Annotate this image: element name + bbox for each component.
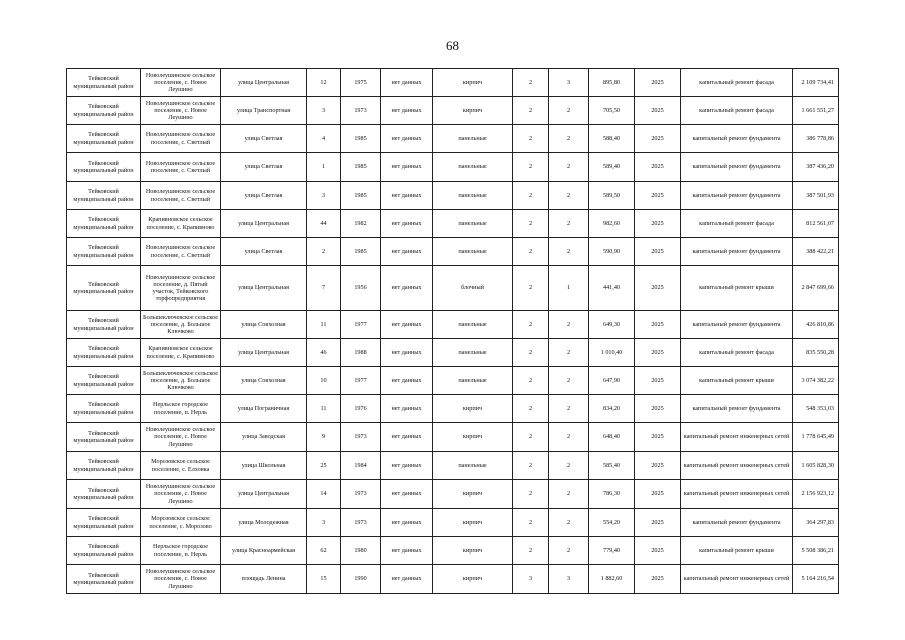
cell-street: улица Светлая [221,238,307,266]
cell-district: Тейковский муниципальный район [67,565,141,594]
cell-house: 3 [307,509,341,537]
cell-street: улица Красноармейская [221,537,307,565]
cell-plan-year: 2025 [635,480,681,509]
cell-street: улица Молодежная [221,509,307,537]
cell-status: нет данных [381,97,433,125]
cell-house: 14 [307,480,341,509]
cell-plan-year: 2025 [635,395,681,423]
cell-district: Тейковский муниципальный район [67,537,141,565]
table-row [67,69,839,97]
cell-district: Тейковский муниципальный район [67,210,141,238]
cell-area: 649,30 [589,311,635,339]
cell-material: панельные [433,339,513,367]
table-body [67,69,839,594]
cell-district: Тейковский муниципальный район [67,69,141,97]
cell-district: Тейковский муниципальный район [67,97,141,125]
cell-house: 9 [307,423,341,452]
cell-status: нет данных [381,537,433,565]
table-row [67,367,839,395]
cell-street: улица Заводская [221,423,307,452]
cell-street: улица Светлая [221,153,307,182]
page-number: 68 [446,38,459,53]
cell-area: 1 882,60 [589,565,635,594]
cell-settlement: Новолеушинское сельское поселение, с. Новое Леушино [141,69,221,97]
cell-work: капитальный ремонт фасада [681,97,793,125]
cell-cost: 812 561,07 [793,210,839,238]
cell-status: нет данных [381,210,433,238]
cell-entrances: 1 [549,266,589,311]
cell-floors: 2 [513,395,549,423]
cell-cost: 1 778 645,49 [793,423,839,452]
cell-entrances: 2 [549,452,589,480]
cell-house: 62 [307,537,341,565]
cell-district: Тейковский муниципальный район [67,339,141,367]
cell-year: 1985 [341,238,381,266]
cell-street: улица Совхозная [221,367,307,395]
cell-house: 1 [307,153,341,182]
cell-entrances: 2 [549,339,589,367]
cell-material: кирпич [433,480,513,509]
cell-district: Тейковский муниципальный район [67,238,141,266]
cell-settlement: Новолеушинское сельское поселение, с. Новое Леушино [141,480,221,509]
cell-material: панельные [433,452,513,480]
cell-floors: 2 [513,125,549,153]
cell-status: нет данных [381,339,433,367]
cell-settlement: Новолеушинское сельское поселение, с. Светлый [141,182,221,210]
cell-entrances: 2 [549,367,589,395]
cell-house: 11 [307,311,341,339]
cell-street: улица Центральная [221,339,307,367]
cell-status: нет данных [381,565,433,594]
cell-year: 1982 [341,210,381,238]
cell-year: 1985 [341,125,381,153]
cell-settlement: Новолеушинское сельское поселение, с. Новое Леушино [141,565,221,594]
cell-district: Тейковский муниципальный район [67,509,141,537]
table-row [67,311,839,339]
cell-settlement: Морозовское сельское поселение, с. Елховка [141,452,221,480]
cell-cost: 5 164 216,54 [793,565,839,594]
cell-settlement: Большеключевское сельское поселение, д. Большое Ключково [141,311,221,339]
cell-year: 1973 [341,97,381,125]
cell-plan-year: 2025 [635,339,681,367]
cell-settlement: Новолеушинское сельское поселение, с. Светлый [141,153,221,182]
table-row [67,97,839,125]
cell-year: 1976 [341,395,381,423]
cell-work: капитальный ремонт крыши [681,537,793,565]
cell-material: панельные [433,125,513,153]
cell-material: панельные [433,153,513,182]
cell-area: 834,20 [589,395,635,423]
cell-district: Тейковский муниципальный район [67,395,141,423]
cell-work: капитальный ремонт фасада [681,69,793,97]
table-row [67,125,839,153]
cell-material: панельные [433,367,513,395]
cell-district: Тейковский муниципальный район [67,480,141,509]
cell-plan-year: 2025 [635,537,681,565]
cell-street: площадь Ленина [221,565,307,594]
cell-entrances: 2 [549,480,589,509]
cell-plan-year: 2025 [635,266,681,311]
cell-work: капитальный ремонт инженерных сетей [681,565,793,594]
cell-house: 11 [307,395,341,423]
cell-house: 44 [307,210,341,238]
cell-floors: 2 [513,69,549,97]
table-row [67,452,839,480]
cell-house: 25 [307,452,341,480]
cell-year: 1956 [341,266,381,311]
cell-cost: 2 847 699,66 [793,266,839,311]
cell-work: капитальный ремонт инженерных сетей [681,423,793,452]
cell-floors: 2 [513,182,549,210]
cell-house: 4 [307,125,341,153]
cell-entrances: 2 [549,238,589,266]
cell-settlement: Нерльское городское поселение, п. Нерль [141,537,221,565]
cell-district: Тейковский муниципальный район [67,153,141,182]
cell-status: нет данных [381,153,433,182]
cell-floors: 2 [513,339,549,367]
table-row [67,153,839,182]
cell-year: 1990 [341,565,381,594]
cell-floors: 2 [513,210,549,238]
cell-house: 3 [307,97,341,125]
cell-cost: 387 436,20 [793,153,839,182]
repair-program-table [66,68,839,594]
cell-cost: 1 661 551,27 [793,97,839,125]
cell-floors: 2 [513,153,549,182]
cell-material: панельные [433,238,513,266]
table-row [67,509,839,537]
cell-area: 1 010,40 [589,339,635,367]
cell-year: 1985 [341,153,381,182]
cell-material: кирпич [433,565,513,594]
cell-floors: 2 [513,537,549,565]
cell-material: панельные [433,182,513,210]
cell-house: 2 [307,238,341,266]
cell-work: капитальный ремонт фундамента [681,311,793,339]
cell-cost: 364 297,83 [793,509,839,537]
cell-cost: 2 156 923,12 [793,480,839,509]
cell-plan-year: 2025 [635,238,681,266]
cell-work: капитальный ремонт крыши [681,266,793,311]
cell-work: капитальный ремонт фундамента [681,395,793,423]
cell-year: 1980 [341,537,381,565]
cell-street: улица Светлая [221,125,307,153]
table-row [67,339,839,367]
cell-area: 647,90 [589,367,635,395]
cell-street: улица Центральная [221,480,307,509]
cell-material: кирпич [433,69,513,97]
cell-area: 589,40 [589,153,635,182]
cell-plan-year: 2025 [635,509,681,537]
cell-cost: 387 501,93 [793,182,839,210]
cell-status: нет данных [381,125,433,153]
cell-area: 588,40 [589,125,635,153]
cell-cost: 2 109 734,41 [793,69,839,97]
table-row [67,537,839,565]
cell-plan-year: 2025 [635,69,681,97]
cell-district: Тейковский муниципальный район [67,125,141,153]
cell-settlement: Новолеушинское сельское поселение, с. Новое Леушино [141,97,221,125]
cell-area: 441,40 [589,266,635,311]
cell-area: 779,40 [589,537,635,565]
cell-cost: 388 422,21 [793,238,839,266]
cell-entrances: 2 [549,182,589,210]
cell-status: нет данных [381,395,433,423]
cell-district: Тейковский муниципальный район [67,311,141,339]
cell-material: панельные [433,210,513,238]
cell-cost: 426 810,86 [793,311,839,339]
cell-settlement: Новолеушинское сельское поселение, с. Новое Леушино [141,423,221,452]
table-row [67,182,839,210]
cell-work: капитальный ремонт фундамента [681,509,793,537]
cell-year: 1984 [341,452,381,480]
cell-entrances: 2 [549,423,589,452]
cell-year: 1977 [341,367,381,395]
cell-area: 895,80 [589,69,635,97]
cell-house: 3 [307,182,341,210]
cell-material: кирпич [433,97,513,125]
cell-entrances: 2 [549,395,589,423]
cell-year: 1973 [341,509,381,537]
cell-area: 554,20 [589,509,635,537]
cell-floors: 2 [513,238,549,266]
cell-year: 1975 [341,69,381,97]
cell-work: капитальный ремонт фундамента [681,153,793,182]
cell-work: капитальный ремонт фундамента [681,182,793,210]
cell-entrances: 2 [549,97,589,125]
cell-status: нет данных [381,367,433,395]
cell-cost: 548 353,03 [793,395,839,423]
cell-settlement: Нерльское городское поселение, п. Нерль [141,395,221,423]
cell-street: улица Центральная [221,266,307,311]
cell-floors: 2 [513,509,549,537]
cell-area: 786,30 [589,480,635,509]
cell-entrances: 2 [549,509,589,537]
cell-plan-year: 2025 [635,311,681,339]
cell-district: Тейковский муниципальный район [67,367,141,395]
cell-material: кирпич [433,509,513,537]
cell-area: 589,50 [589,182,635,210]
cell-street: улица Транспортная [221,97,307,125]
cell-floors: 2 [513,311,549,339]
cell-house: 46 [307,339,341,367]
cell-status: нет данных [381,423,433,452]
cell-status: нет данных [381,311,433,339]
cell-status: нет данных [381,480,433,509]
cell-settlement: Морозовское сельское поселение, с. Морозово [141,509,221,537]
cell-settlement: Новолеушинское сельское поселение, с. Светлый [141,238,221,266]
cell-entrances: 3 [549,565,589,594]
cell-district: Тейковский муниципальный район [67,266,141,311]
cell-cost: 835 550,28 [793,339,839,367]
cell-year: 1973 [341,423,381,452]
cell-status: нет данных [381,69,433,97]
cell-street: улица Центральная [221,210,307,238]
table-row [67,238,839,266]
cell-area: 648,40 [589,423,635,452]
cell-material: кирпич [433,395,513,423]
cell-year: 1973 [341,480,381,509]
cell-street: улица Светлая [221,182,307,210]
cell-house: 15 [307,565,341,594]
cell-entrances: 2 [549,125,589,153]
cell-work: капитальный ремонт крыши [681,367,793,395]
cell-material: кирпич [433,423,513,452]
cell-settlement: Большеключевское сельское поселение, д. Большое Ключково [141,367,221,395]
cell-work: капитальный ремонт фасада [681,339,793,367]
cell-settlement: Крапивновское сельское поселение, с. Крапивново [141,339,221,367]
cell-district: Тейковский муниципальный район [67,182,141,210]
cell-cost: 5 508 386,21 [793,537,839,565]
cell-street: улица Центральная [221,69,307,97]
cell-material: блочный [433,266,513,311]
cell-area: 590,90 [589,238,635,266]
cell-area: 705,50 [589,97,635,125]
cell-plan-year: 2025 [635,210,681,238]
cell-work: капитальный ремонт фундамента [681,238,793,266]
table-row [67,423,839,452]
cell-floors: 3 [513,565,549,594]
cell-street: улица Пограничная [221,395,307,423]
cell-plan-year: 2025 [635,452,681,480]
cell-cost: 3 074 382,22 [793,367,839,395]
cell-house: 12 [307,69,341,97]
cell-district: Тейковский муниципальный район [67,452,141,480]
cell-settlement: Крапивновское сельское поселение, с. Крапивново [141,210,221,238]
cell-status: нет данных [381,452,433,480]
cell-entrances: 3 [549,69,589,97]
table-row [67,565,839,594]
cell-cost: 1 605 828,30 [793,452,839,480]
cell-district: Тейковский муниципальный район [67,423,141,452]
table-row [67,480,839,509]
cell-year: 1988 [341,339,381,367]
cell-floors: 2 [513,423,549,452]
cell-status: нет данных [381,509,433,537]
cell-plan-year: 2025 [635,423,681,452]
cell-entrances: 2 [549,210,589,238]
cell-house: 7 [307,266,341,311]
cell-plan-year: 2025 [635,125,681,153]
cell-floors: 2 [513,452,549,480]
cell-cost: 386 778,86 [793,125,839,153]
cell-plan-year: 2025 [635,97,681,125]
cell-street: улица Совхозная [221,311,307,339]
cell-street: улица Школьная [221,452,307,480]
cell-work: капитальный ремонт фасада [681,210,793,238]
cell-work: капитальный ремонт инженерных сетей [681,480,793,509]
cell-area: 585,40 [589,452,635,480]
cell-entrances: 2 [549,311,589,339]
cell-year: 1977 [341,311,381,339]
cell-floors: 2 [513,97,549,125]
cell-floors: 2 [513,367,549,395]
cell-settlement: Новолеушинское сельское поселение, д. Пятый участок, Тейковского торфопредприятия [141,266,221,311]
cell-material: панельные [433,311,513,339]
table-row [67,266,839,311]
cell-work: капитальный ремонт фундамента [681,125,793,153]
cell-entrances: 2 [549,153,589,182]
cell-settlement: Новолеушинское сельское поселение, с. Светлый [141,125,221,153]
table-row [67,395,839,423]
cell-status: нет данных [381,238,433,266]
cell-plan-year: 2025 [635,153,681,182]
cell-year: 1985 [341,182,381,210]
cell-work: капитальный ремонт инженерных сетей [681,452,793,480]
cell-floors: 2 [513,266,549,311]
cell-area: 982,60 [589,210,635,238]
cell-floors: 2 [513,480,549,509]
cell-plan-year: 2025 [635,367,681,395]
cell-status: нет данных [381,182,433,210]
cell-house: 10 [307,367,341,395]
cell-plan-year: 2025 [635,565,681,594]
cell-plan-year: 2025 [635,182,681,210]
table-row [67,210,839,238]
cell-status: нет данных [381,266,433,311]
cell-entrances: 2 [549,537,589,565]
cell-material: кирпич [433,537,513,565]
